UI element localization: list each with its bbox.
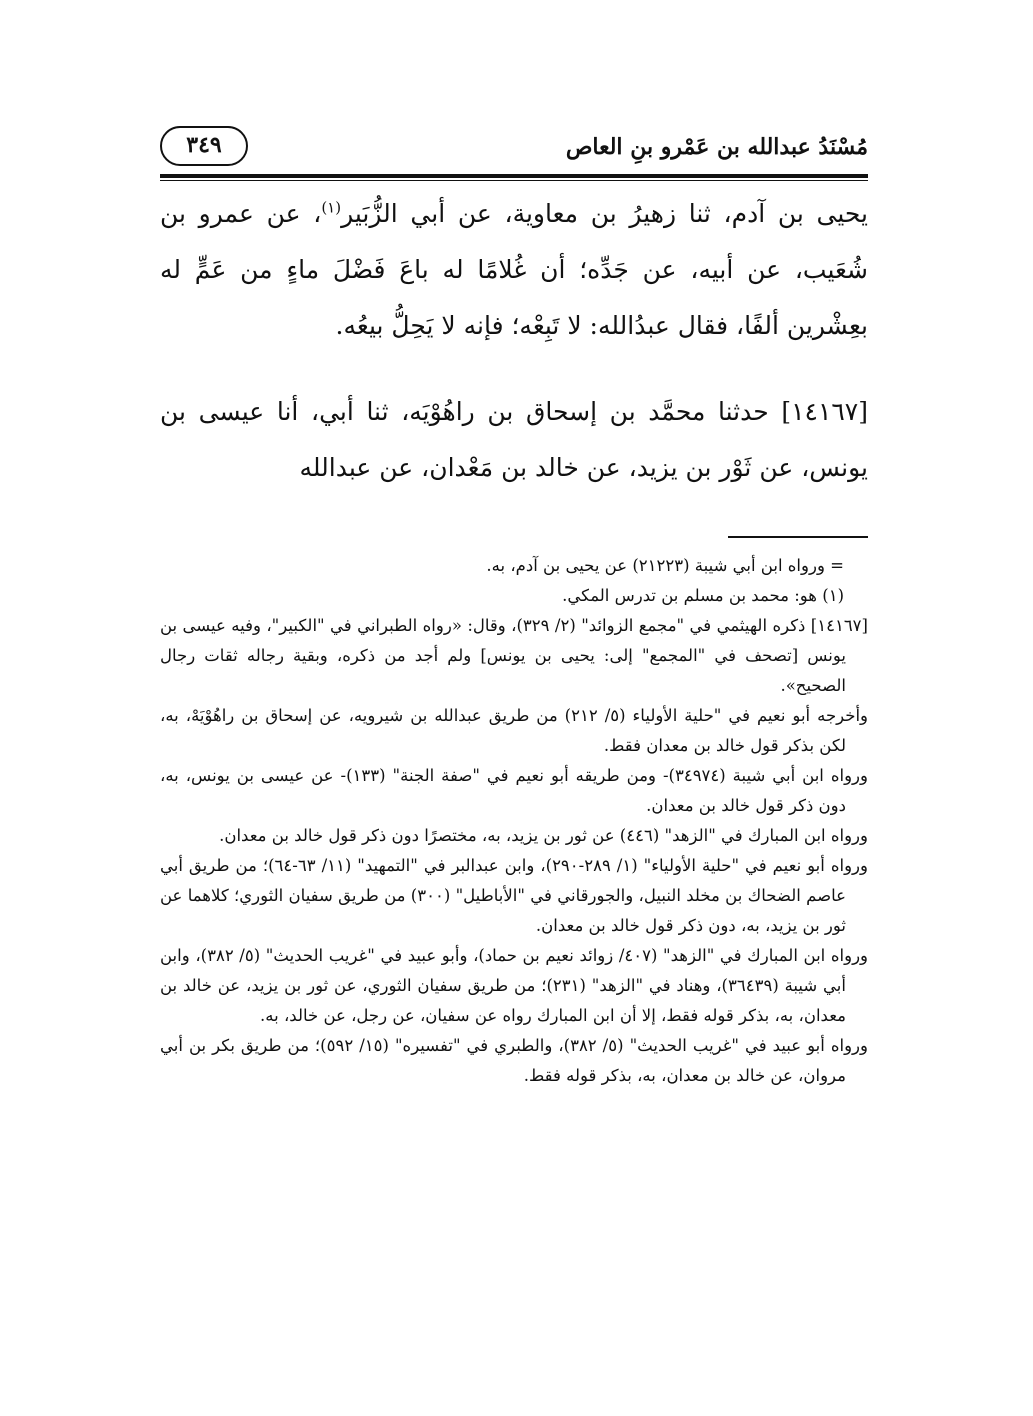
main-paragraph-text: يحيى بن آدم، ثنا زهيرُ بن معاوية، عن أبي الزُّبَير — [341, 199, 868, 228]
main-paragraph: [١٤١٦٧] حدثنا محمَّد بن إسحاق بن راهُوْيَه، ثنا أبي، أنا عيسى بن يونس، عن ثَوْر بن يزيد، عن خالد بن مَعْدان، عن عبدالله — [160, 397, 868, 482]
footnote-14167: [١٤١٦٧] ذكره الهيثمي في "مجمع الزوائد" (٢/ ٣٢٩)، وقال: «رواه الطبراني في "الكبير"، وفيه عيسى بن يونس [تصحف في "المجمع" إلى: يحيى بن يونس] ولم أجد من ذكره، وبقية رجاله ثقات رجال الصحيح». — [160, 616, 868, 695]
footnote-separator — [728, 536, 868, 538]
footnote-14167-paragraph: ورواه أبو نعيم في "حلية الأولياء" (١/ ٢٨٩-٢٩٠)، وابن عبدالبر في "التمهيد" (١١/ ٦٣-٦٤)؛ من طريق أبي عاصم الضحاك بن مخلد النبيل، والجورقاني في "الأباطيل" (٣٠٠) من طريق سفيان الثوري؛ كلاهما عن ثور بن يزيد، به، دون ذكر قول خالد بن معدان. — [160, 856, 868, 935]
main-paragraph — [160, 186, 868, 354]
header-rule-thick — [160, 174, 868, 178]
footnote-continuation: = ورواه ابن أبي شيبة (٢١٢٢٣) عن يحيى بن آدم، به. — [486, 556, 844, 575]
footnotes — [160, 551, 868, 1091]
running-title: مُسْنَدُ عبدالله بن عَمْرو بنِ العاص — [565, 134, 868, 160]
footnote-14167-paragraph: ورواه ابن المبارك في "الزهد" (٤٤٦) عن ثور بن يزيد، به، مختصرًا دون ذكر قول خالد بن معدان. — [219, 826, 868, 845]
page-number: ٣٤٩ — [160, 126, 248, 166]
footnote-1: (١) هو: محمد بن مسلم بن تدرس المكي. — [562, 586, 844, 605]
header-rule-thin — [160, 180, 868, 181]
footnote-14167-paragraph: ورواه ابن المبارك في "الزهد" (٤٠٧/ زوائد نعيم بن حماد)، وأبو عبيد في "غريب الحديث" (٥/ ٣٨٢)، وابن أبي شيبة (٣٦٤٣٩)، وهناد في "الزهد" (٢٣١)؛ من طريق سفيان الثوري، عن ثور بن يزيد، عن خالد بن معدان، به، بذكر قوله فقط، إلا أن ابن المبارك رواه عن سفيان، عن رجل، عن خالد، به. — [160, 946, 868, 1025]
page-header — [160, 122, 868, 170]
footnote-14167-paragraph: ورواه ابن أبي شيبة (٣٤٩٧٤)- ومن طريقه أبو نعيم في "صفة الجنة" (١٣٣)- عن عيسى بن يونس، به، دون ذكر قول خالد بن معدان. — [160, 766, 868, 815]
main-text — [160, 186, 868, 496]
main-paragraph-text: ، عن عمرو بن شُعَيب، عن أبيه، عن جَدِّه؛ أن غُلامًا له باعَ فَضْلَ ماءٍ من عَمٍّ له بعِشْرين ألفًا، فقال عبدُالله: لا تَبِعْه؛ فإنه لا يَحِلُّ بيعُه. — [160, 199, 868, 340]
footnote-reference[interactable]: (١) — [321, 198, 342, 217]
footnote-14167-paragraph: ورواه أبو عبيد في "غريب الحديث" (٥/ ٣٨٢)، والطبري في "تفسيره" (١٥/ ٥٩٢)؛ من طريق بكر بن أبي مروان، عن خالد بن معدان، به، بذكر قوله فقط. — [160, 1036, 868, 1085]
footnote-14167-paragraph: وأخرجه أبو نعيم في "حلية الأولياء (٥/ ٢١٢) من طريق عبدالله بن شيرويه، عن إسحاق بن راهُوْيَهْ، به، لكن بذكر قول خالد بن معدان فقط. — [160, 706, 869, 755]
